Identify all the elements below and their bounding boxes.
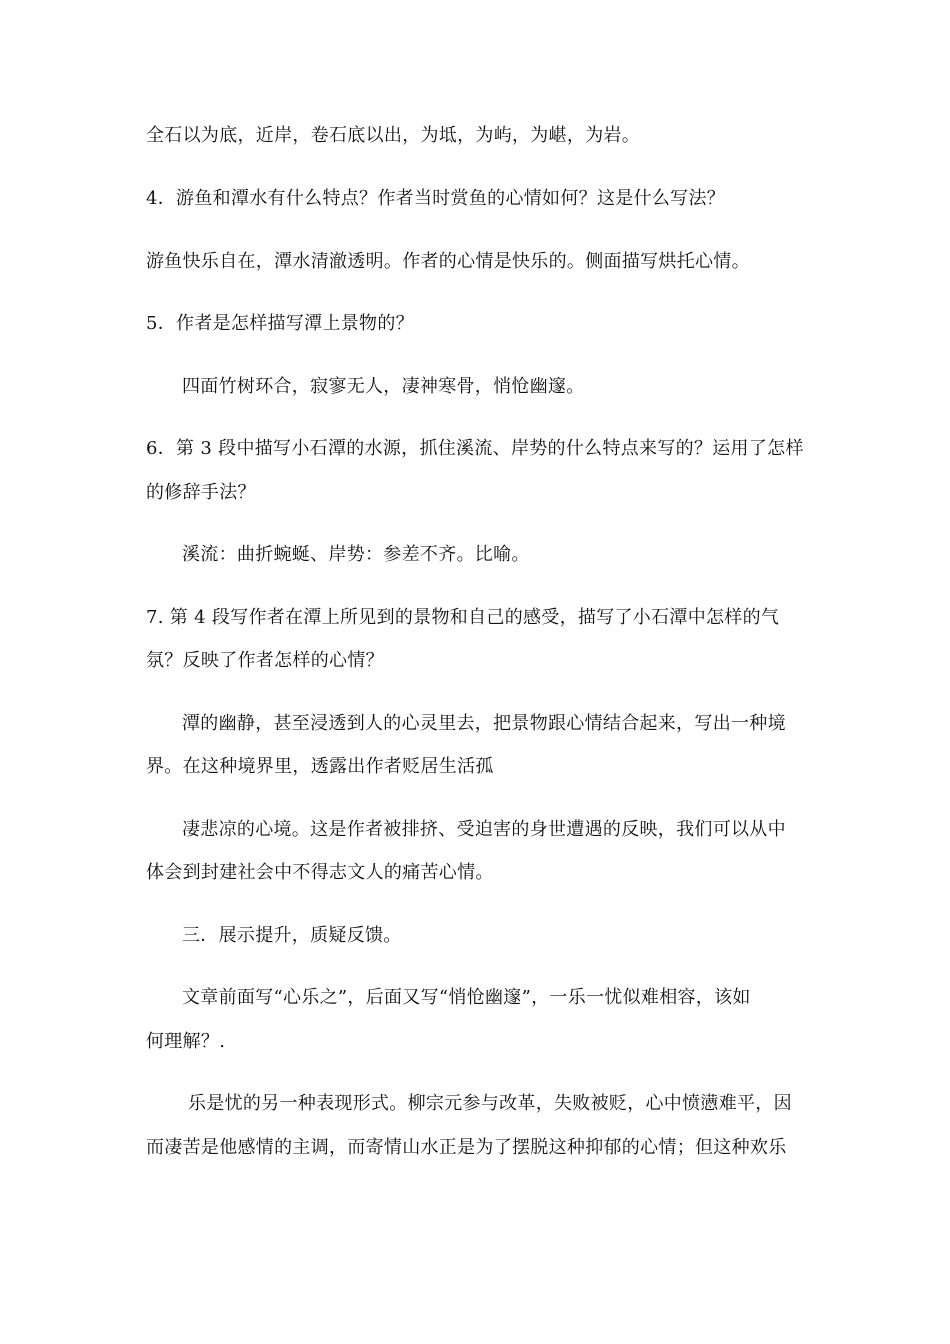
- question-4: 4．游鱼和潭水有什么特点？作者当时赏鱼的心情如何？这是什么写法？: [146, 188, 726, 209]
- discussion-question: 文章前面写“心乐之”，后面又写“悄怆幽邃”，一乐一忧似难相容，该如: [182, 987, 751, 1008]
- answer-7-cont: 界。在这种境界里，透露出作者贬居生活孤: [146, 756, 494, 777]
- answer-4: 游鱼快乐自在，潭水清澈透明。作者的心情是快乐的。侧面描写烘托心情。: [146, 251, 750, 272]
- discussion-answer-cont: 而凄苦是他感情的主调，而寄情山水正是为了摆脱这种抑郁的心情；但这种欢乐: [146, 1137, 787, 1158]
- answer-7-para2: 凄悲凉的心境。这是作者被排挤、受迫害的身世遭遇的反映，我们可以从中: [182, 819, 786, 840]
- question-7: 7. 第 4 段写作者在潭上所见到的景物和自己的感受，描写了小石潭中怎样的气: [146, 607, 780, 628]
- question-6-cont: 的修辞手法？: [146, 482, 256, 503]
- discussion-answer: 乐是忧的另一种表现形式。柳宗元参与改革，失败被贬，心中愤懑难平，因: [188, 1093, 792, 1114]
- answer-7: 潭的幽静，甚至浸透到人的心灵里去，把景物跟心情结合起来，写出一种境: [182, 713, 786, 734]
- answer-5: 四面竹树环合，寂寥无人，凄神寒骨，悄怆幽邃。: [182, 376, 585, 397]
- section-heading: 三．展示提升，质疑反馈。: [182, 925, 402, 946]
- answer-7-para2-cont: 体会到封建社会中不得志文人的痛苦心情。: [146, 862, 494, 883]
- text-line: 全石以为底，近岸，卷石底以出，为坻，为屿，为嵁，为岩。: [146, 125, 641, 146]
- question-7-cont: 氛？反映了作者怎样的心情？: [146, 650, 384, 671]
- answer-6: 溪流：曲折蜿蜒、岸势：参差不齐。比喻。: [182, 544, 530, 565]
- question-6: 6．第 3 段中描写小石潭的水源，抓住溪流、岸势的什么特点来写的？运用了怎样: [146, 438, 804, 459]
- question-5: 5．作者是怎样描写潭上景物的？: [146, 313, 414, 334]
- discussion-question-cont: 何理解？.: [146, 1031, 226, 1052]
